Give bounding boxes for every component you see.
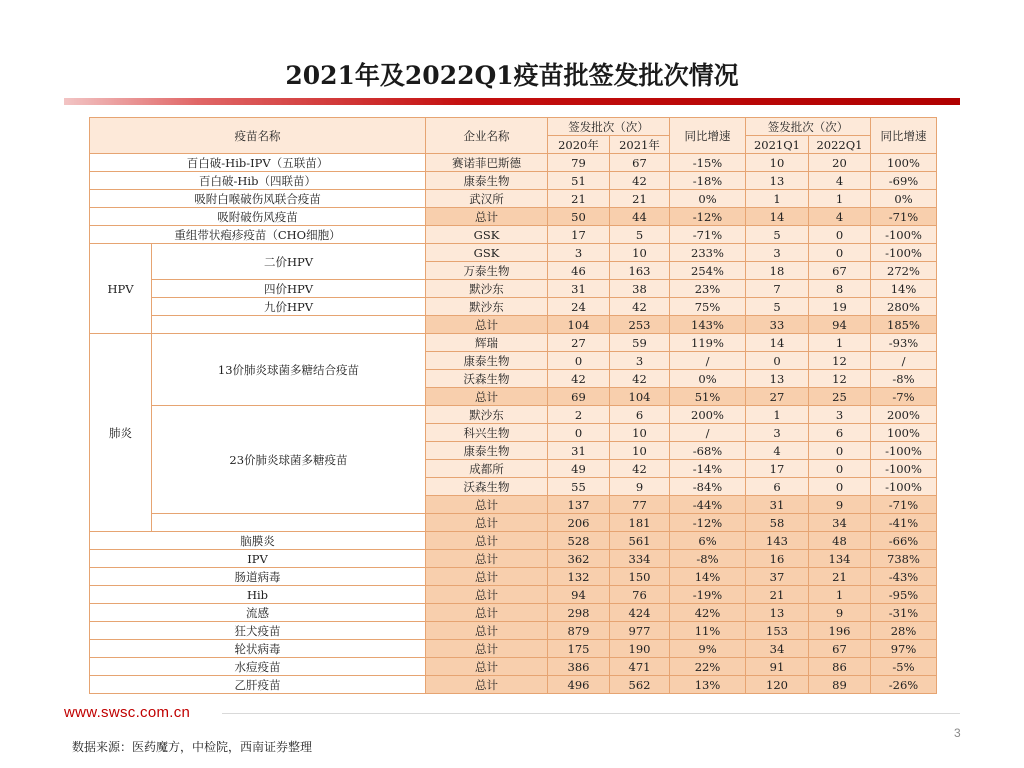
value-2021q1-cell: 37 xyxy=(746,568,809,586)
company-cell: 沃森生物 xyxy=(426,370,548,388)
growth-annual-cell: 233% xyxy=(670,244,746,262)
value-2022q1-cell: 9 xyxy=(809,496,871,514)
table-row xyxy=(90,604,937,622)
company-cell: 武汉所 xyxy=(426,190,548,208)
value-2021q1-cell: 21 xyxy=(746,586,809,604)
growth-annual-cell: 0% xyxy=(670,370,746,388)
value-2022q1-cell: 196 xyxy=(809,622,871,640)
title-underline-bar xyxy=(64,98,960,105)
value-2022q1-cell: 3 xyxy=(809,406,871,424)
growth-quarter-cell: -66% xyxy=(871,532,937,550)
subgroup-pcv13: 13价肺炎球菌多糖结合疫苗 xyxy=(152,334,426,406)
vaccine-name-cell: 百白破-Hib（四联苗） xyxy=(90,172,426,190)
table-row xyxy=(90,640,937,658)
value-2021-cell: 562 xyxy=(610,676,670,694)
growth-quarter-cell: -71% xyxy=(871,208,937,226)
growth-annual-cell: 0% xyxy=(670,190,746,208)
growth-quarter-cell: -95% xyxy=(871,586,937,604)
growth-annual-cell: -84% xyxy=(670,478,746,496)
subgroup-hpv-total xyxy=(152,316,426,334)
company-cell: 总计 xyxy=(426,658,548,676)
value-2020-cell: 31 xyxy=(548,442,610,460)
value-2021-cell: 42 xyxy=(610,298,670,316)
value-2021q1-cell: 10 xyxy=(746,154,809,172)
value-2021-cell: 163 xyxy=(610,262,670,280)
table-row xyxy=(90,334,937,352)
growth-quarter-cell: -100% xyxy=(871,244,937,262)
header-vaccine-name: 疫苗名称 xyxy=(90,118,426,154)
value-2021q1-cell: 58 xyxy=(746,514,809,532)
company-cell: 万泰生物 xyxy=(426,262,548,280)
value-2022q1-cell: 6 xyxy=(809,424,871,442)
page-title: 2021年及2022Q1疫苗批签发批次情况 xyxy=(285,61,739,90)
value-2021q1-cell: 16 xyxy=(746,550,809,568)
subgroup-hpv4: 四价HPV xyxy=(152,280,426,298)
value-2020-cell: 55 xyxy=(548,478,610,496)
company-cell: 总计 xyxy=(426,208,548,226)
value-2022q1-cell: 1 xyxy=(809,190,871,208)
header-row-1 xyxy=(90,118,937,136)
value-2021q1-cell: 143 xyxy=(746,532,809,550)
value-2022q1-cell: 94 xyxy=(809,316,871,334)
company-cell: 默沙东 xyxy=(426,280,548,298)
value-2021q1-cell: 14 xyxy=(746,334,809,352)
value-2021-cell: 10 xyxy=(610,442,670,460)
value-2022q1-cell: 1 xyxy=(809,334,871,352)
vaccine-batch-table xyxy=(89,117,937,694)
vaccine-name-cell: IPV xyxy=(90,550,426,568)
value-2022q1-cell: 134 xyxy=(809,550,871,568)
value-2021-cell: 76 xyxy=(610,586,670,604)
value-2021q1-cell: 7 xyxy=(746,280,809,298)
value-2020-cell: 17 xyxy=(548,226,610,244)
table-row xyxy=(90,406,937,424)
company-cell: GSK xyxy=(426,244,548,262)
header-2021: 2021年 xyxy=(610,136,670,154)
company-cell: 科兴生物 xyxy=(426,424,548,442)
header-2022q1: 2022Q1 xyxy=(809,136,871,154)
growth-annual-cell: 9% xyxy=(670,640,746,658)
value-2022q1-cell: 25 xyxy=(809,388,871,406)
value-2022q1-cell: 67 xyxy=(809,640,871,658)
value-2020-cell: 496 xyxy=(548,676,610,694)
company-cell: 总计 xyxy=(426,550,548,568)
growth-quarter-cell: -43% xyxy=(871,568,937,586)
growth-quarter-cell: -26% xyxy=(871,676,937,694)
value-2021q1-cell: 1 xyxy=(746,190,809,208)
value-2022q1-cell: 19 xyxy=(809,298,871,316)
value-2021q1-cell: 91 xyxy=(746,658,809,676)
company-cell: 默沙东 xyxy=(426,406,548,424)
value-2021q1-cell: 18 xyxy=(746,262,809,280)
header-2021q1: 2021Q1 xyxy=(746,136,809,154)
value-2021q1-cell: 120 xyxy=(746,676,809,694)
growth-annual-cell: -12% xyxy=(670,208,746,226)
table-row xyxy=(90,568,937,586)
growth-quarter-cell: -41% xyxy=(871,514,937,532)
value-2022q1-cell: 0 xyxy=(809,460,871,478)
growth-quarter-cell: 738% xyxy=(871,550,937,568)
value-2020-cell: 69 xyxy=(548,388,610,406)
vaccine-name-cell: 水痘疫苗 xyxy=(90,658,426,676)
growth-quarter-cell: 200% xyxy=(871,406,937,424)
website-url: www.swsc.com.cn xyxy=(64,704,191,721)
company-cell: 康泰生物 xyxy=(426,442,548,460)
value-2021q1-cell: 17 xyxy=(746,460,809,478)
vaccine-name-cell: 百白破-Hib-IPV（五联苗） xyxy=(90,154,426,172)
company-cell: 赛诺菲巴斯德 xyxy=(426,154,548,172)
growth-annual-cell: 22% xyxy=(670,658,746,676)
value-2021-cell: 181 xyxy=(610,514,670,532)
vaccine-name-cell: 狂犬疫苗 xyxy=(90,622,426,640)
value-2021-cell: 561 xyxy=(610,532,670,550)
value-2020-cell: 94 xyxy=(548,586,610,604)
value-2020-cell: 51 xyxy=(548,172,610,190)
growth-annual-cell: -71% xyxy=(670,226,746,244)
vaccine-batch-table-container xyxy=(89,117,936,699)
growth-quarter-cell: -69% xyxy=(871,172,937,190)
value-2022q1-cell: 4 xyxy=(809,208,871,226)
value-2021-cell: 10 xyxy=(610,244,670,262)
value-2021q1-cell: 0 xyxy=(746,352,809,370)
growth-annual-cell: 200% xyxy=(670,406,746,424)
value-2021q1-cell: 6 xyxy=(746,478,809,496)
company-cell: 总计 xyxy=(426,532,548,550)
value-2020-cell: 79 xyxy=(548,154,610,172)
value-2021q1-cell: 5 xyxy=(746,226,809,244)
vaccine-name-cell: 吸附破伤风疫苗 xyxy=(90,208,426,226)
value-2021q1-cell: 13 xyxy=(746,370,809,388)
value-2020-cell: 104 xyxy=(548,316,610,334)
subgroup-hpv9: 九价HPV xyxy=(152,298,426,316)
table-row xyxy=(90,622,937,640)
value-2021q1-cell: 31 xyxy=(746,496,809,514)
vaccine-name-cell: 吸附白喉破伤风联合疫苗 xyxy=(90,190,426,208)
subgroup-ppv23: 23价肺炎球菌多糖疫苗 xyxy=(152,406,426,514)
table-row xyxy=(90,226,937,244)
value-2020-cell: 50 xyxy=(548,208,610,226)
growth-annual-cell: 51% xyxy=(670,388,746,406)
value-2021-cell: 5 xyxy=(610,226,670,244)
value-2020-cell: 21 xyxy=(548,190,610,208)
value-2020-cell: 27 xyxy=(548,334,610,352)
value-2020-cell: 175 xyxy=(548,640,610,658)
table-row xyxy=(90,154,937,172)
growth-annual-cell: 75% xyxy=(670,298,746,316)
growth-quarter-cell: 185% xyxy=(871,316,937,334)
value-2021-cell: 977 xyxy=(610,622,670,640)
value-2021-cell: 38 xyxy=(610,280,670,298)
header-growth-annual: 同比增速 xyxy=(670,118,746,154)
vaccine-name-cell: 肠道病毒 xyxy=(90,568,426,586)
value-2021-cell: 150 xyxy=(610,568,670,586)
value-2021q1-cell: 27 xyxy=(746,388,809,406)
footer-divider xyxy=(222,713,960,714)
header-2020: 2020年 xyxy=(548,136,610,154)
value-2021q1-cell: 5 xyxy=(746,298,809,316)
value-2021q1-cell: 3 xyxy=(746,244,809,262)
value-2021q1-cell: 13 xyxy=(746,604,809,622)
value-2022q1-cell: 0 xyxy=(809,244,871,262)
value-2021q1-cell: 33 xyxy=(746,316,809,334)
page-number: 3 xyxy=(954,726,961,740)
company-cell: 辉瑞 xyxy=(426,334,548,352)
value-2021-cell: 42 xyxy=(610,172,670,190)
value-2021-cell: 253 xyxy=(610,316,670,334)
company-cell: 总计 xyxy=(426,568,548,586)
value-2021-cell: 44 xyxy=(610,208,670,226)
subgroup-hpv2: 二价HPV xyxy=(152,244,426,280)
growth-quarter-cell: 280% xyxy=(871,298,937,316)
value-2021-cell: 334 xyxy=(610,550,670,568)
company-cell: GSK xyxy=(426,226,548,244)
value-2021-cell: 9 xyxy=(610,478,670,496)
value-2021-cell: 6 xyxy=(610,406,670,424)
growth-annual-cell: 42% xyxy=(670,604,746,622)
company-cell: 沃森生物 xyxy=(426,478,548,496)
company-cell: 康泰生物 xyxy=(426,352,548,370)
vaccine-name-cell: 乙肝疫苗 xyxy=(90,676,426,694)
value-2021-cell: 21 xyxy=(610,190,670,208)
growth-quarter-cell: -8% xyxy=(871,370,937,388)
table-row xyxy=(90,244,937,262)
header-batches-quarter: 签发批次（次） xyxy=(746,118,871,136)
growth-annual-cell: 13% xyxy=(670,676,746,694)
vaccine-name-cell: 流感 xyxy=(90,604,426,622)
value-2022q1-cell: 0 xyxy=(809,478,871,496)
table-row xyxy=(90,298,937,316)
company-cell: 默沙东 xyxy=(426,298,548,316)
growth-quarter-cell: 0% xyxy=(871,190,937,208)
company-cell: 总计 xyxy=(426,496,548,514)
company-cell: 总计 xyxy=(426,316,548,334)
growth-quarter-cell: -71% xyxy=(871,496,937,514)
growth-quarter-cell: 100% xyxy=(871,154,937,172)
value-2022q1-cell: 67 xyxy=(809,262,871,280)
company-cell: 康泰生物 xyxy=(426,172,548,190)
value-2022q1-cell: 48 xyxy=(809,532,871,550)
value-2020-cell: 31 xyxy=(548,280,610,298)
value-2021q1-cell: 14 xyxy=(746,208,809,226)
value-2020-cell: 386 xyxy=(548,658,610,676)
value-2021q1-cell: 34 xyxy=(746,640,809,658)
value-2021-cell: 104 xyxy=(610,388,670,406)
company-cell: 总计 xyxy=(426,622,548,640)
growth-quarter-cell: -100% xyxy=(871,478,937,496)
growth-quarter-cell: -5% xyxy=(871,658,937,676)
growth-annual-cell: -8% xyxy=(670,550,746,568)
value-2021-cell: 59 xyxy=(610,334,670,352)
table-row xyxy=(90,190,937,208)
value-2022q1-cell: 12 xyxy=(809,352,871,370)
value-2021-cell: 42 xyxy=(610,370,670,388)
growth-quarter-cell: 272% xyxy=(871,262,937,280)
growth-quarter-cell: -93% xyxy=(871,334,937,352)
company-cell: 总计 xyxy=(426,514,548,532)
growth-annual-cell: -44% xyxy=(670,496,746,514)
growth-quarter-cell: -100% xyxy=(871,226,937,244)
growth-quarter-cell: -31% xyxy=(871,604,937,622)
value-2020-cell: 46 xyxy=(548,262,610,280)
value-2021-cell: 42 xyxy=(610,460,670,478)
vaccine-name-cell: 轮状病毒 xyxy=(90,640,426,658)
value-2022q1-cell: 0 xyxy=(809,442,871,460)
value-2022q1-cell: 0 xyxy=(809,226,871,244)
growth-quarter-cell: / xyxy=(871,352,937,370)
group-label-pneumonia: 肺炎 xyxy=(90,334,152,532)
growth-annual-cell: -68% xyxy=(670,442,746,460)
growth-quarter-cell: -100% xyxy=(871,460,937,478)
growth-annual-cell: / xyxy=(670,424,746,442)
value-2020-cell: 49 xyxy=(548,460,610,478)
table-row xyxy=(90,280,937,298)
value-2021q1-cell: 4 xyxy=(746,442,809,460)
vaccine-name-cell: 脑膜炎 xyxy=(90,532,426,550)
growth-annual-cell: / xyxy=(670,352,746,370)
table-row xyxy=(90,532,937,550)
table-row xyxy=(90,658,937,676)
value-2022q1-cell: 12 xyxy=(809,370,871,388)
value-2021-cell: 471 xyxy=(610,658,670,676)
growth-annual-cell: 119% xyxy=(670,334,746,352)
growth-quarter-cell: -7% xyxy=(871,388,937,406)
table-row xyxy=(90,514,937,532)
growth-quarter-cell: 97% xyxy=(871,640,937,658)
growth-annual-cell: 143% xyxy=(670,316,746,334)
table-row xyxy=(90,550,937,568)
company-cell: 总计 xyxy=(426,676,548,694)
growth-annual-cell: 14% xyxy=(670,568,746,586)
growth-quarter-cell: 100% xyxy=(871,424,937,442)
header-growth-quarter: 同比增速 xyxy=(871,118,937,154)
company-cell: 总计 xyxy=(426,604,548,622)
group-label-hpv: HPV xyxy=(90,244,152,334)
value-2020-cell: 528 xyxy=(548,532,610,550)
growth-annual-cell: -15% xyxy=(670,154,746,172)
growth-annual-cell: 11% xyxy=(670,622,746,640)
table-row xyxy=(90,208,937,226)
value-2020-cell: 3 xyxy=(548,244,610,262)
table-row xyxy=(90,586,937,604)
growth-quarter-cell: 28% xyxy=(871,622,937,640)
value-2020-cell: 0 xyxy=(548,424,610,442)
value-2022q1-cell: 89 xyxy=(809,676,871,694)
subgroup-pneumonia-total xyxy=(152,514,426,532)
value-2021q1-cell: 153 xyxy=(746,622,809,640)
value-2022q1-cell: 4 xyxy=(809,172,871,190)
growth-annual-cell: 6% xyxy=(670,532,746,550)
value-2021-cell: 10 xyxy=(610,424,670,442)
value-2020-cell: 362 xyxy=(548,550,610,568)
growth-quarter-cell: 14% xyxy=(871,280,937,298)
value-2021-cell: 424 xyxy=(610,604,670,622)
value-2021-cell: 67 xyxy=(610,154,670,172)
value-2020-cell: 24 xyxy=(548,298,610,316)
growth-annual-cell: -14% xyxy=(670,460,746,478)
value-2022q1-cell: 9 xyxy=(809,604,871,622)
value-2022q1-cell: 86 xyxy=(809,658,871,676)
growth-annual-cell: 254% xyxy=(670,262,746,280)
table-row xyxy=(90,676,937,694)
value-2020-cell: 137 xyxy=(548,496,610,514)
value-2021-cell: 190 xyxy=(610,640,670,658)
value-2022q1-cell: 21 xyxy=(809,568,871,586)
header-company: 企业名称 xyxy=(426,118,548,154)
value-2021-cell: 3 xyxy=(610,352,670,370)
company-cell: 总计 xyxy=(426,640,548,658)
header-batches-annual: 签发批次（次） xyxy=(548,118,670,136)
growth-annual-cell: 23% xyxy=(670,280,746,298)
company-cell: 成都所 xyxy=(426,460,548,478)
vaccine-name-cell: Hib xyxy=(90,586,426,604)
growth-annual-cell: -18% xyxy=(670,172,746,190)
data-source-note: 数据来源：医药魔方，中检院，西南证券整理 xyxy=(72,740,313,754)
value-2020-cell: 879 xyxy=(548,622,610,640)
company-cell: 总计 xyxy=(426,388,548,406)
value-2022q1-cell: 34 xyxy=(809,514,871,532)
growth-annual-cell: -19% xyxy=(670,586,746,604)
value-2020-cell: 2 xyxy=(548,406,610,424)
table-row xyxy=(90,172,937,190)
value-2020-cell: 132 xyxy=(548,568,610,586)
value-2022q1-cell: 20 xyxy=(809,154,871,172)
table-row xyxy=(90,316,937,334)
value-2021q1-cell: 1 xyxy=(746,406,809,424)
value-2022q1-cell: 1 xyxy=(809,586,871,604)
growth-quarter-cell: -100% xyxy=(871,442,937,460)
growth-annual-cell: -12% xyxy=(670,514,746,532)
value-2021q1-cell: 3 xyxy=(746,424,809,442)
vaccine-name-cell: 重组带状疱疹疫苗（CHO细胞） xyxy=(90,226,426,244)
value-2022q1-cell: 8 xyxy=(809,280,871,298)
value-2021q1-cell: 13 xyxy=(746,172,809,190)
value-2020-cell: 42 xyxy=(548,370,610,388)
value-2020-cell: 206 xyxy=(548,514,610,532)
value-2021-cell: 77 xyxy=(610,496,670,514)
company-cell: 总计 xyxy=(426,586,548,604)
value-2020-cell: 0 xyxy=(548,352,610,370)
value-2020-cell: 298 xyxy=(548,604,610,622)
